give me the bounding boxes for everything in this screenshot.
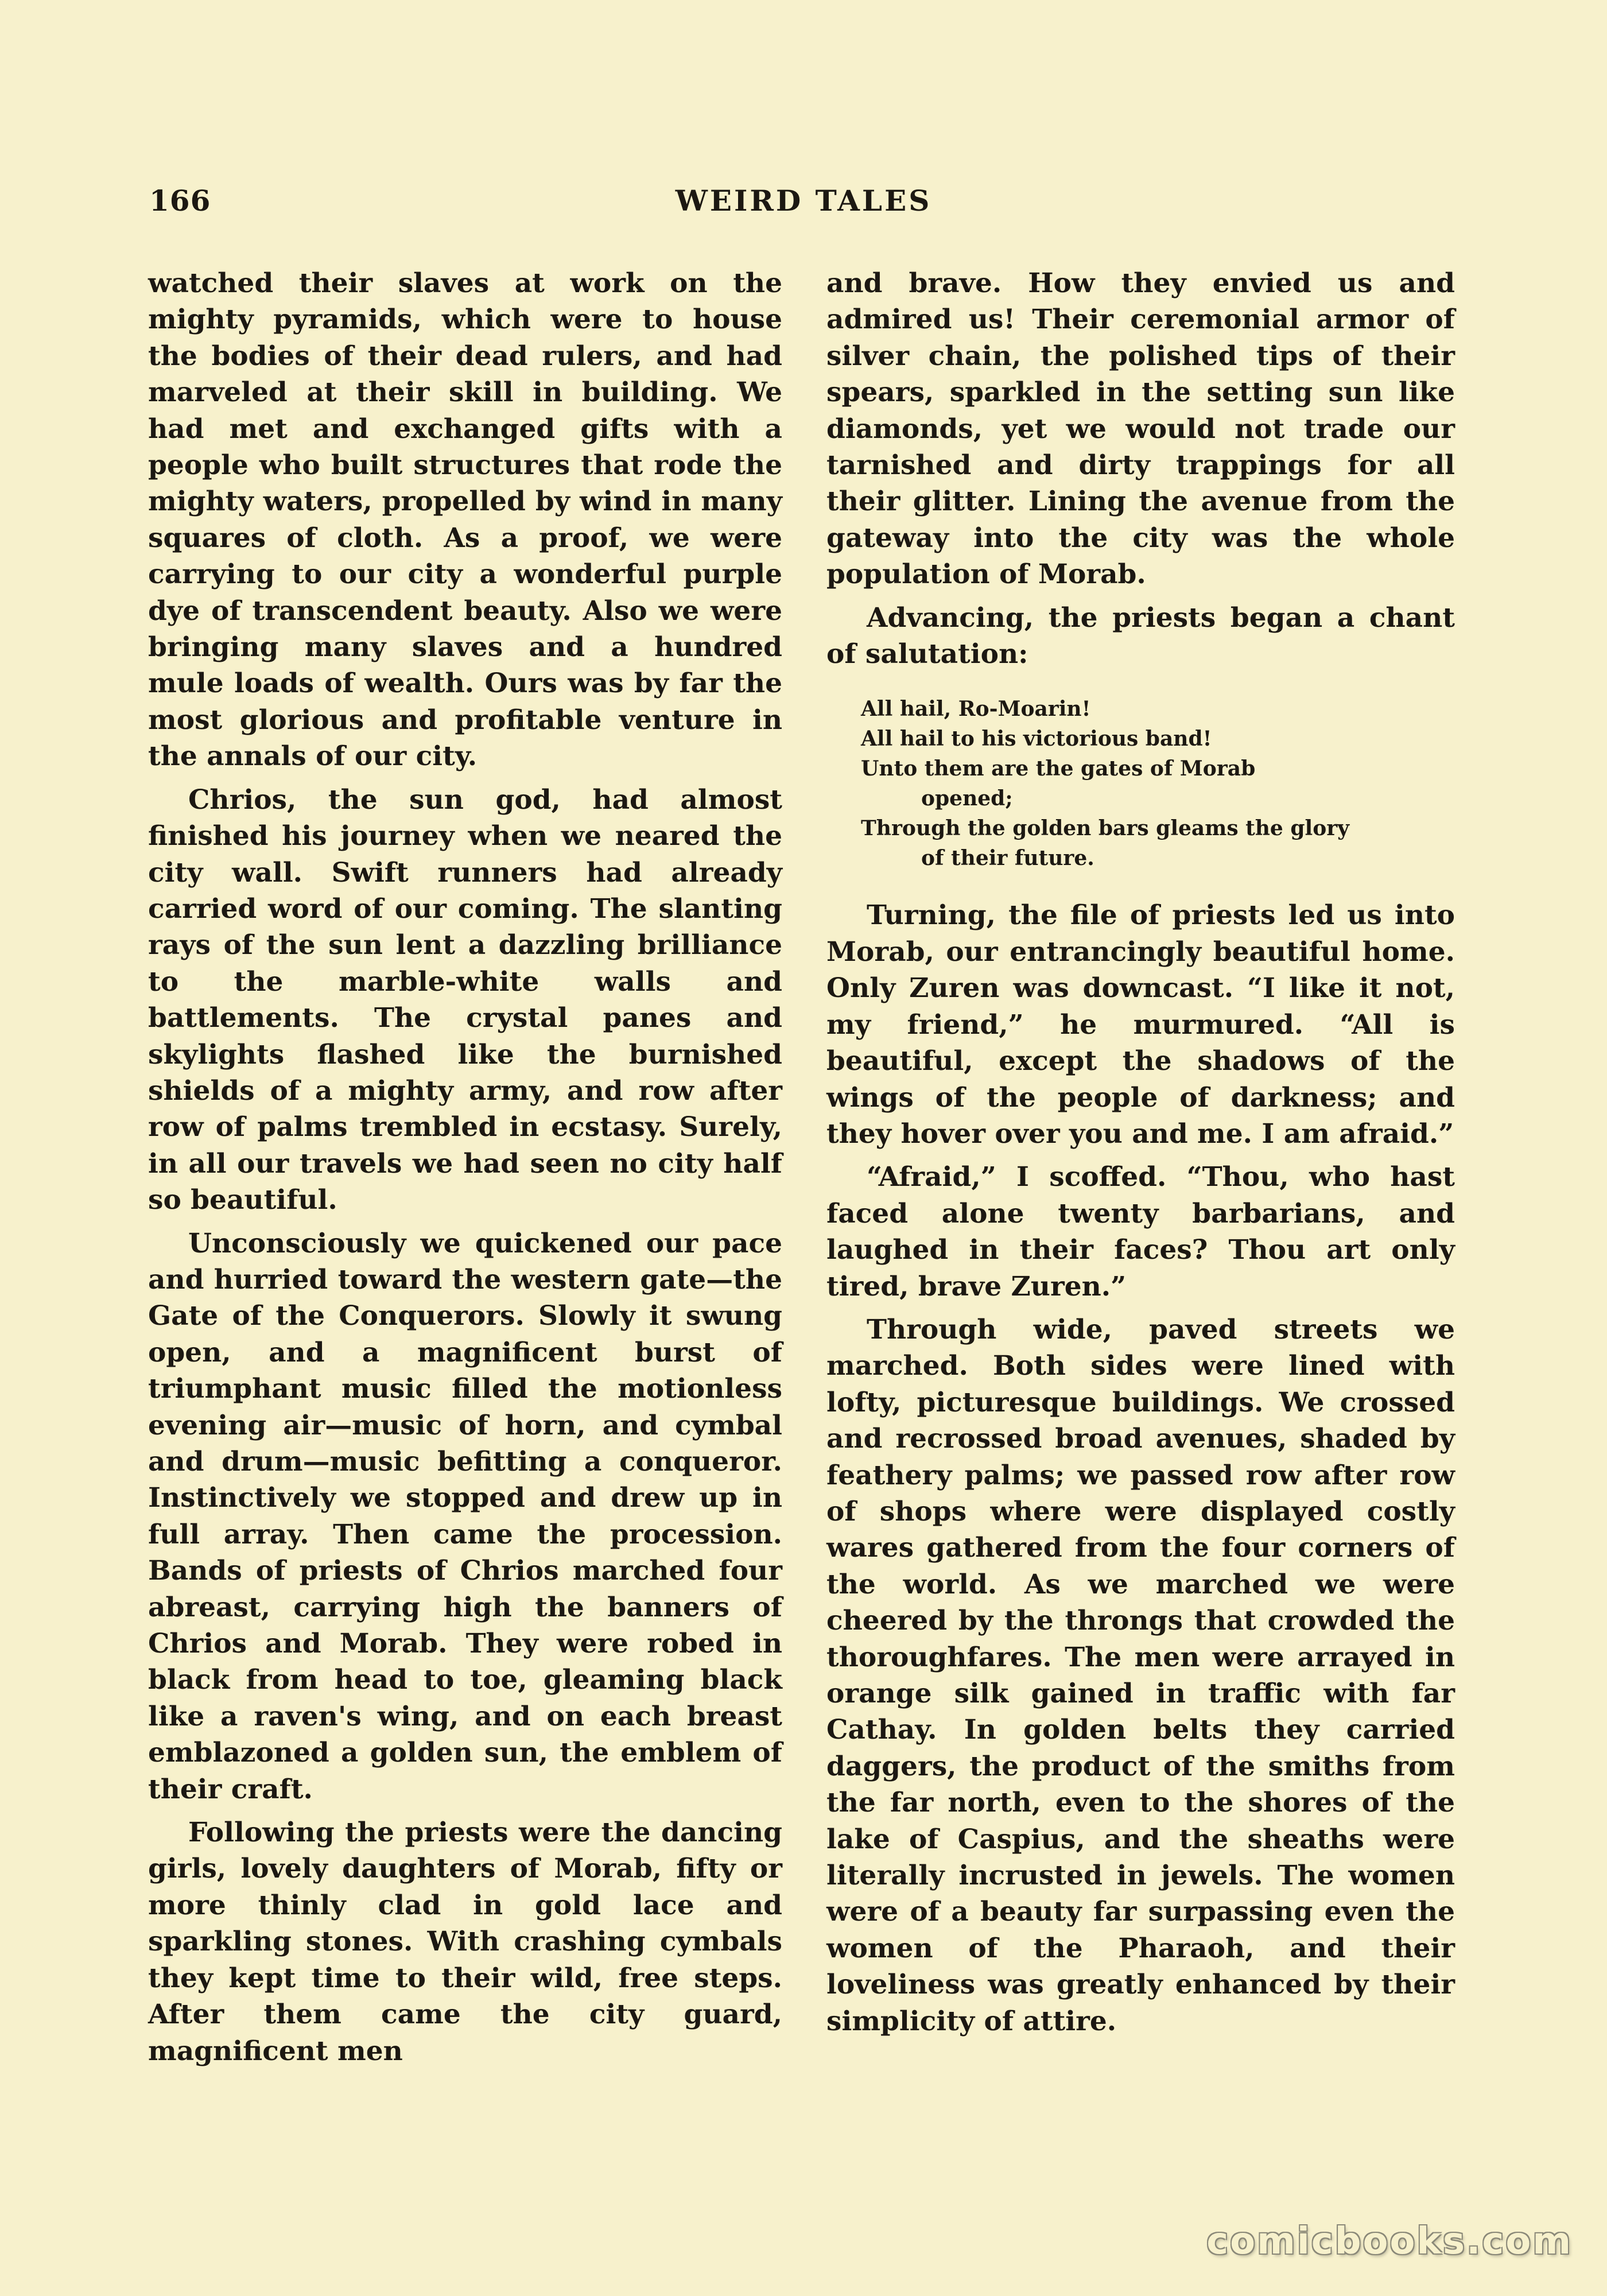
running-head: WEIRD TALES xyxy=(675,184,932,218)
paragraph: watched their slaves at work on the mighty pyramids, which were to house the bodies of their dead rulers, and had marveled at their skill in building. We had met and exchanged gifts with a people who built structures that rode the mighty waters, propelled by wind in many squares of cloth. As a proof, we were carrying to our city a wonderful purple dye of transcendent beauty. Also we were bringing many slaves and a hundred mule loads of wealth. Ours was by far the most glorious and profitable venture in the annals of our city. xyxy=(148,267,782,773)
verse-line-continuation: of their future. xyxy=(921,846,1094,871)
page-number: 166 xyxy=(149,184,211,218)
verse-line: All hail, Ro-Moarin! xyxy=(861,697,1091,722)
verse-line: Through the golden bars gleams the glory xyxy=(861,816,1350,841)
site-watermark: comicbooks.com xyxy=(1206,2220,1573,2263)
paragraph: Unconsciously we quickened our pace and hurried toward the western gate—the Gate of the Conquerors. Slowly it swung open, and a magnificent burst of triumphant music filled the motionless evening air—music of horn, and cymbal and drum—music befitting a conqueror. Instinctively we stopped and drew up in full array. Then came the procession. Bands of priests of Chrios marched four abreast, carrying high the banners of Chrios and Morab. They were robed in black from head to toe, gleaming black like a raven's wing, and on each breast emblazoned a golden sun, the emblem of their craft. xyxy=(148,1227,782,1805)
paragraph: “Afraid,” I scoffed. “Thou, who hast faced alone twenty barbarians, and laughed in their faces? Thou art only tired, brave Zuren.” xyxy=(826,1161,1455,1302)
left-column xyxy=(148,265,782,2069)
verse-line: All hail to his victorious band! xyxy=(861,727,1212,751)
paragraph: and brave. How they envied us and admired us! Their ceremonial armor of silver chain, the polished tips of their spears, sparkled in the setting sun like diamonds, yet we would not trade our tarnished and dirty trappings for all their glitter. Lining the avenue from the gateway into the city was the whole population of Morab. xyxy=(826,267,1455,591)
paragraph: Advancing, the priests began a chant of salutation: xyxy=(826,602,1455,670)
verse-line: Unto them are the gates of Morab xyxy=(861,757,1256,781)
verse-line-continuation: opened; xyxy=(921,786,1013,811)
right-column xyxy=(826,265,1455,2039)
paragraph: Following the priests were the dancing girls, lovely daughters of Morab, fifty or more thinly clad in gold lace and sparkling stones. With crashing cymbals they kept time to their wild, free steps. After them came the city guard, magnificent men xyxy=(148,1817,782,2067)
paragraph: Turning, the file of priests led us into Morab, our entrancingly beautiful home. Only Zuren was downcast. “I like it not, my friend,” he murmured. “All is beautiful, except the shadows of the wings of the people of darkness; and they hover over you and me. I am afraid.” xyxy=(826,899,1455,1150)
paragraph: Through wide, paved streets we marched. Both sides were lined with lofty, picturesque buildings. We crossed and recrossed broad avenues, shaded by feathery palms; we passed row after row of shops where were displayed costly wares gathered from the four corners of the world. As we marched we were cheered by the throngs that crowded the thoroughfares. The men were arrayed in orange silk gained in traffic with far Cathay. In golden belts they carried daggers, the product of the smiths from the far north, even to the shores of the lake of Caspius, and the sheaths were literally incrusted in jewels. The women were of a beauty far surpassing even the women of the Pharaoh, and their loveliness was greatly enhanced by their simplicity of attire. xyxy=(826,1313,1455,2037)
paragraph: Chrios, the sun god, had almost finished his journey when we neared the city wall. Swift runners had already carried word of our coming. The slanting rays of the sun lent a dazzling brilliance to the marble-white walls and battlements. The crystal panes and skylights flashed like the burnished shields of a mighty army, and row after row of palms trembled in ecstasy. Surely, in all our travels we had seen no city half so beautiful. xyxy=(148,784,782,1216)
chant-verse xyxy=(861,694,1455,873)
